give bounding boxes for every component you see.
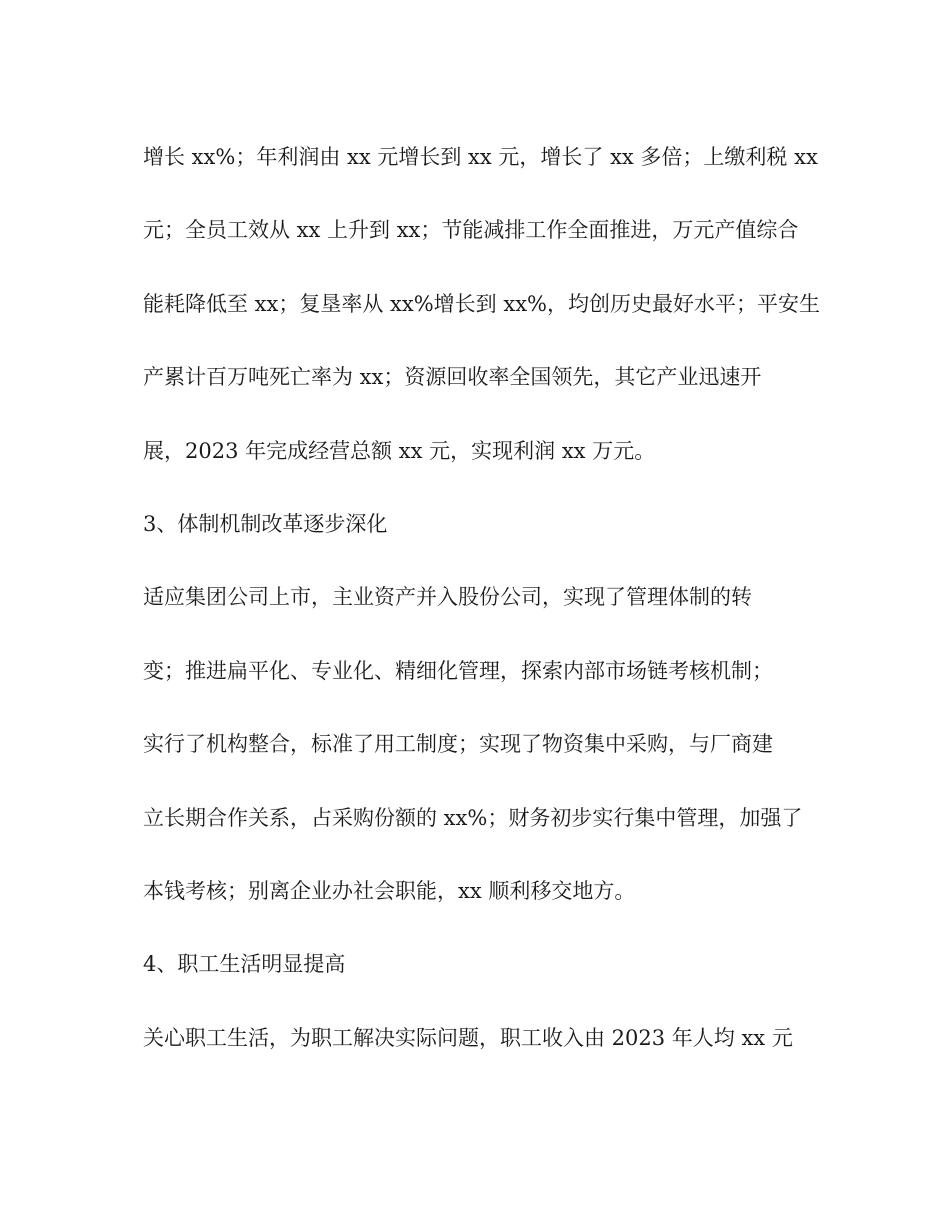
paragraph-line: 关心职工生活，为职工解决实际问题，职工收入由 2023 年人均 xx 元: [143, 1025, 793, 1050]
section-heading: 3、体制机制改革逐步深化: [143, 511, 388, 536]
paragraph-line: 立长期合作关系，占采购份额的 xx%；财务初步实行集中管理，加强了: [143, 805, 803, 830]
section-heading: 4、职工生活明显提高: [143, 952, 346, 977]
paragraph-line: 适应集团公司上市，主业资产并入股份公司，实现了管理体制的转: [143, 585, 752, 610]
paragraph-line: 展，2023 年完成经营总额 xx 元，实现利润 xx 万元。: [143, 438, 656, 463]
paragraph-line: 能耗降低至 xx；复垦率从 xx%增长到 xx%，均创历史最好水平；平安生: [143, 291, 820, 316]
paragraph-line: 元；全员工效从 xx 上升到 xx；节能减排工作全面推进，万元产值综合: [143, 218, 799, 243]
paragraph-line: 增长 xx%；年利润由 xx 元增长到 xx 元，增长了 xx 多倍；上缴利税 xx: [143, 145, 818, 169]
paragraph-line: 实行了机构整合，标准了用工制度；实现了物资集中采购，与厂商建: [143, 732, 773, 757]
paragraph-line: 变；推进扁平化、专业化、精细化管理，探索内部市场链考核机制；: [143, 658, 773, 683]
paragraph-line: 产累计百万吨死亡率为 xx；资源回收率全国领先，其它产业迅速开: [143, 365, 762, 390]
document-body: [143, 136, 823, 1090]
paragraph-line: 本钱考核；别离企业办社会职能，xx 顺利移交地方。: [143, 878, 636, 903]
